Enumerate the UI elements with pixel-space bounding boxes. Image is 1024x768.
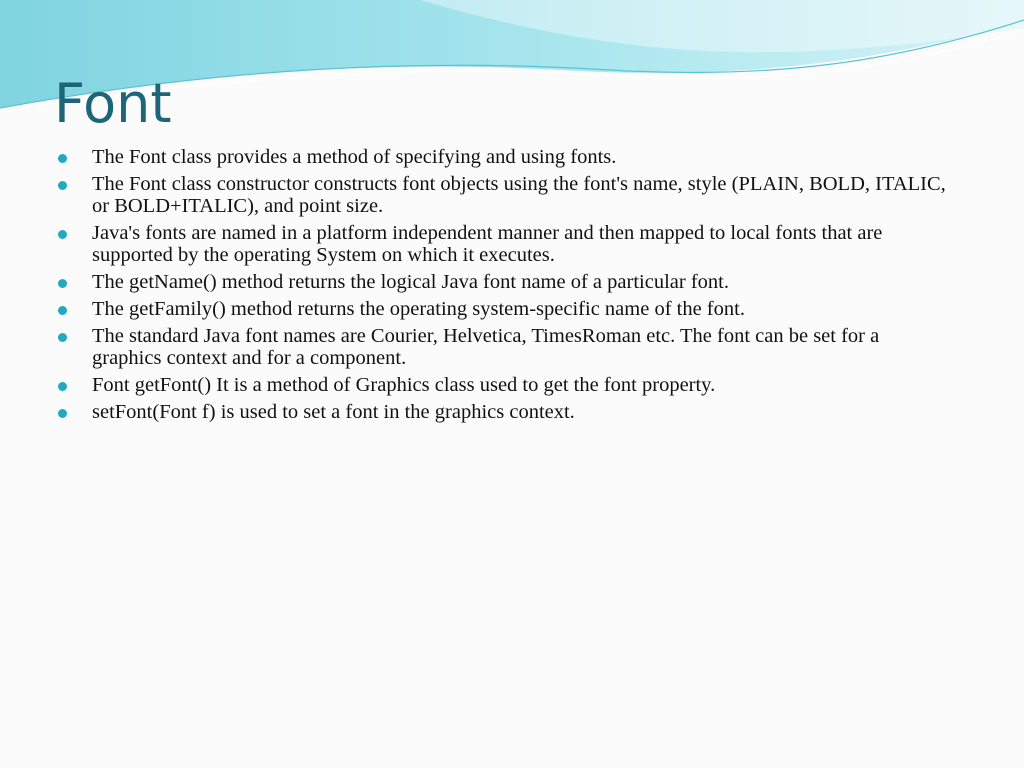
bullet-icon: [58, 333, 67, 342]
bullet-text: setFont(Font f) is used to set a font in the graphics context.: [92, 401, 575, 423]
bullet-icon: [58, 279, 67, 288]
bullet-icon: [58, 382, 67, 391]
bullet-icon: [58, 306, 67, 315]
bullet-icon: [58, 230, 67, 239]
bullet-icon: [58, 409, 67, 418]
bullet-item: [58, 271, 948, 293]
bullet-item: [58, 173, 948, 217]
slide-title: Font: [54, 72, 172, 135]
bullet-item: [58, 146, 948, 168]
bullet-text: The standard Java font names are Courier, Helvetica, TimesRoman etc. The font can be set for a graphics context and for a component.: [92, 325, 880, 369]
bullet-text: The Font class provides a method of specifying and using fonts.: [92, 146, 617, 168]
bullet-text: Java's fonts are named in a platform independent manner and then mapped to local fonts that are supported by the operating System on which it executes.: [92, 222, 883, 266]
slide-content: [58, 146, 948, 428]
bullet-item: [58, 325, 948, 369]
bullet-text: The getName() method returns the logical Java font name of a particular font.: [92, 271, 729, 293]
bullet-text: Font getFont() It is a method of Graphics class used to get the font property.: [92, 374, 716, 396]
bullet-text: The Font class constructor constructs font objects using the font's name, style (PLAIN, BOLD, ITALIC, or BOLD+ITALIC), and point size.: [92, 173, 946, 217]
bullet-icon: [58, 154, 67, 163]
bullet-item: [58, 298, 948, 320]
bullet-list: [58, 146, 948, 423]
bullet-icon: [58, 181, 67, 190]
bullet-item: [58, 222, 948, 266]
bullet-item: [58, 374, 948, 396]
bullet-item: [58, 401, 948, 423]
bullet-text: The getFamily() method returns the operating system-specific name of the font.: [92, 298, 745, 320]
